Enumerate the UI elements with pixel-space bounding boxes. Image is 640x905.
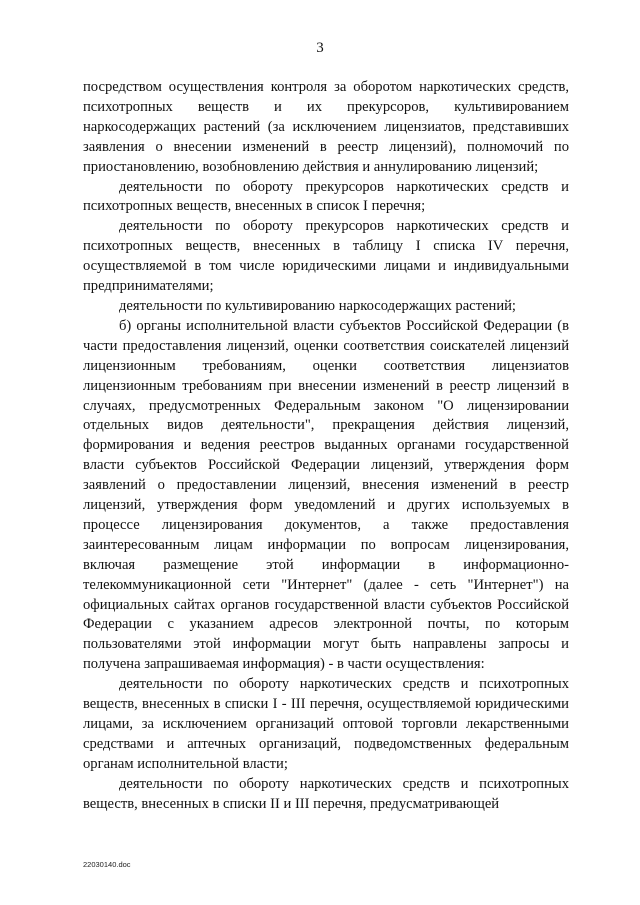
paragraph-3: деятельности по обороту прекурсоров наркотических средств и психотропных веществ, внесенных в таблицу I списка IV перечня, осуществляемой в том числе юридическими лицами и индивидуальными предпринимателями; — [83, 218, 569, 295]
paragraph-1: посредством осуществления контроля за оборотом наркотических средств, психотропных веществ и их прекурсоров, культивированием наркосодержащих растений (за исключением лицензиатов, представивших заявления о внесении изменений в реестр лицензий), полномочий по приостановлению, возобновлению действия и аннулированию лицензий; — [83, 79, 569, 175]
paragraph-5: б) органы исполнительной власти субъектов Российской Федерации (в части предоставления лицензий, оценки соответствия соискателей лицензий лицензионным требованиям, оценки соответствия лицензиатов лицензионным требованиям при внесении изменений в реестр лицензий в случаях, предусмотренных Федеральным законом "О лицензировании отдельных видов деятельности", прекращения действия лицензий, формирования и ведения реестров выданных органами государственной власти субъектов Российской Федерации лицензий, утверждения форм заявлений о предоставлении лицензий, внесения изменений в реестр лицензий, утверждения форм уведомлений и других используемых в процессе лицензирования документов, а также предоставления заинтересованным лицам информации по вопросам лицензирования, включая размещение этой информации в информационно-телекоммуникационной сети "Интернет" (далее - сеть "Интернет") на официальных сайтах органов государственной власти субъектов Российской Федерации с указанием адресов электронной почты, по которым пользователями этой информации могут быть направлены запросы и получена запрашиваемая информация) - в части осуществления: — [83, 317, 569, 673]
page-number: 3 — [316, 40, 324, 56]
paragraph-7: деятельности по обороту наркотических средств и психотропных веществ, внесенных в списки II и III перечня, предусматривающей — [83, 775, 569, 812]
paragraph-6: деятельности по обороту наркотических средств и психотропных веществ, внесенных в списки I - III перечня, осуществляемой юридическими лицами, за исключением организаций оптовой торговли лекарственными средствами и аптечных организаций, подведомственных федеральным органам исполнительной власти; — [83, 676, 569, 772]
paragraph-4: деятельности по культивированию наркосодержащих растений; — [119, 297, 516, 314]
paragraph-2: деятельности по обороту прекурсоров наркотических средств и психотропных веществ, внесенных в список I перечня; — [83, 178, 569, 215]
document-body — [83, 78, 569, 815]
footer-document-code: 22030140.doc — [83, 860, 131, 869]
